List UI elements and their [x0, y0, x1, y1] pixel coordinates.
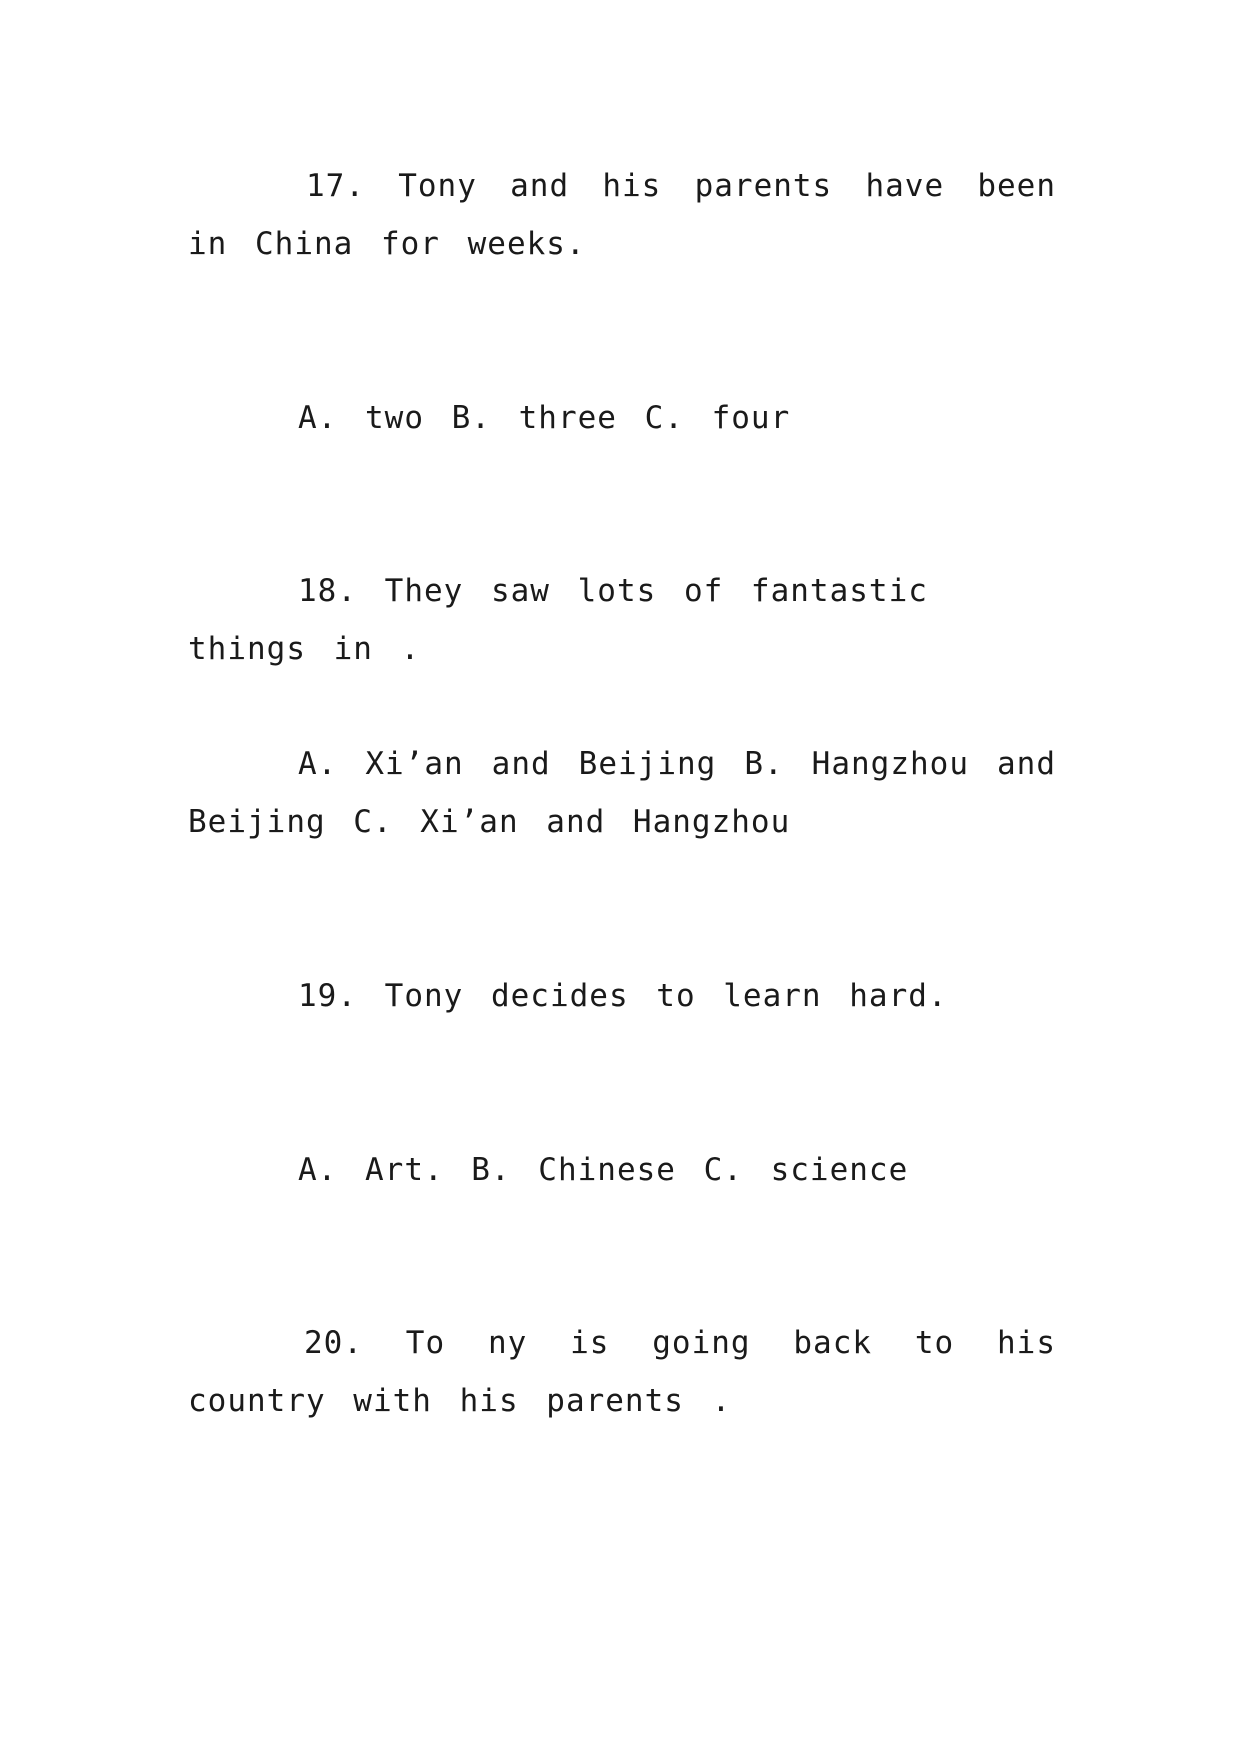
- question-17-options: A. two B. three C. four: [298, 400, 791, 436]
- question-19-options: A. Art. B. Chinese C. science: [298, 1152, 909, 1188]
- question-20-stem: 20. To ny is going back to his country with his parents .: [188, 1325, 1056, 1419]
- question-17-stem: 17. Tony and his parents have been in China for weeks.: [188, 168, 1056, 262]
- question-18-stem: 18. They saw lots of fantastic things in .: [188, 573, 928, 667]
- question-19-stem: 19. Tony decides to learn hard.: [298, 978, 948, 1014]
- question-18-options: A. Xi’an and Beijing B. Hangzhou and Beijing C. Xi’an and Hangzhou: [188, 746, 1056, 840]
